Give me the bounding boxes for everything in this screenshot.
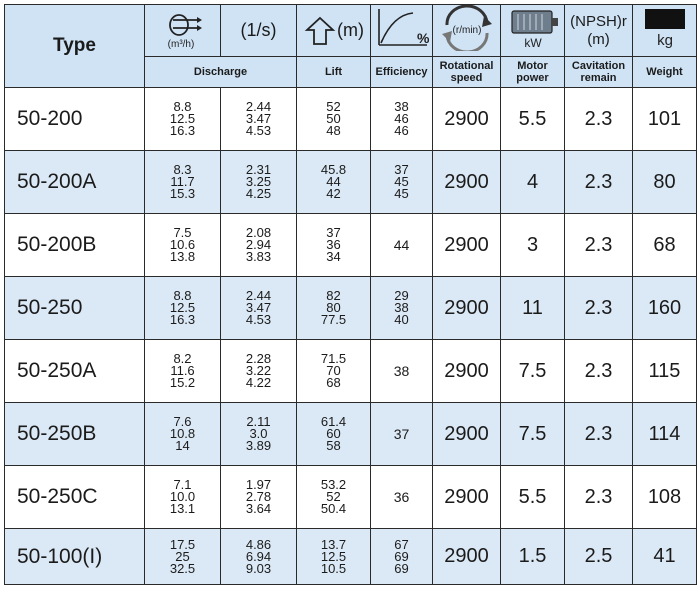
flow-icon — [145, 11, 220, 51]
header-lift: Lift — [297, 57, 371, 88]
up-arrow-icon — [303, 16, 337, 46]
efficiency-cell: 29 38 40 — [371, 277, 433, 340]
speed-cell: 2900 — [433, 151, 501, 214]
speed-cell: 2900 — [433, 277, 501, 340]
table-row — [5, 403, 697, 466]
lift-cell: 53.2 52 50.4 — [297, 466, 371, 529]
weight-cell: 160 — [633, 277, 697, 340]
rotation-icon — [437, 5, 497, 51]
power-cell: 7.5 — [501, 403, 565, 466]
efficiency-cell: 44 — [371, 214, 433, 277]
table-row — [5, 529, 697, 585]
table-row — [5, 466, 697, 529]
type-cell: 50-100(I) — [5, 529, 145, 585]
weight-cell: 108 — [633, 466, 697, 529]
motor-icon — [504, 5, 562, 51]
efficiency-cell: 37 — [371, 403, 433, 466]
speed-cell: 2900 — [433, 340, 501, 403]
header-type: Type — [5, 5, 145, 88]
table-row — [5, 88, 697, 151]
table-row — [5, 340, 697, 403]
weight-cell: 41 — [633, 529, 697, 585]
speed-cell: 2900 — [433, 88, 501, 151]
discharge-ls-cell: 2.44 3.47 4.53 — [221, 277, 297, 340]
type-cell: 50-200 — [5, 88, 145, 151]
power-cell: 4 — [501, 151, 565, 214]
svg-text:kW: kW — [523, 36, 542, 50]
lift-cell: 52 50 48 — [297, 88, 371, 151]
weight-cell: 114 — [633, 403, 697, 466]
lift-cell: 61.4 60 58 — [297, 403, 371, 466]
discharge-m3h-cell: 7.1 10.0 13.1 — [145, 466, 221, 529]
pump-spec-table — [4, 4, 697, 585]
power-cell: 3 — [501, 214, 565, 277]
table-row — [5, 277, 697, 340]
speed-cell: 2900 — [433, 214, 501, 277]
discharge-m3h-cell: 8.8 12.5 16.3 — [145, 88, 221, 151]
npsh-cell: 2.3 — [565, 340, 633, 403]
header-lift-unit: (m) — [297, 5, 371, 57]
weight-cell: 101 — [633, 88, 697, 151]
header-efficiency: Efficiency — [371, 57, 433, 88]
npsh-cell: 2.5 — [565, 529, 633, 585]
table-row — [5, 214, 697, 277]
discharge-ls-cell: 2.28 3.22 4.22 — [221, 340, 297, 403]
discharge-ls-cell: 2.31 3.25 4.25 — [221, 151, 297, 214]
npsh-cell: 2.3 — [565, 151, 633, 214]
speed-cell: 2900 — [433, 466, 501, 529]
discharge-ls-cell: 2.08 2.94 3.83 — [221, 214, 297, 277]
discharge-ls-cell: 2.11 3.0 3.89 — [221, 403, 297, 466]
discharge-ls-cell: 2.44 3.47 4.53 — [221, 88, 297, 151]
discharge-ls-cell: 1.97 2.78 3.64 — [221, 466, 297, 529]
type-cell: 50-200A — [5, 151, 145, 214]
header-power-unit — [501, 5, 565, 57]
type-cell: 50-250B — [5, 403, 145, 466]
npsh-cell: 2.3 — [565, 466, 633, 529]
type-cell: 50-250 — [5, 277, 145, 340]
lift-cell: 71.5 70 68 — [297, 340, 371, 403]
power-cell: 5.5 — [501, 466, 565, 529]
table-row — [5, 151, 697, 214]
lift-cell: 37 36 34 — [297, 214, 371, 277]
type-cell: 50-250A — [5, 340, 145, 403]
discharge-m3h-cell: 7.6 10.8 14 — [145, 403, 221, 466]
weight-cell: 80 — [633, 151, 697, 214]
power-cell: 7.5 — [501, 340, 565, 403]
efficiency-curve-icon — [373, 5, 431, 51]
power-cell: 1.5 — [501, 529, 565, 585]
header-rotational-speed: Rotational speed — [433, 57, 501, 88]
speed-cell: 2900 — [433, 403, 501, 466]
weight-cell: 68 — [633, 214, 697, 277]
discharge-m3h-cell: 7.5 10.6 13.8 — [145, 214, 221, 277]
header-discharge: Discharge — [145, 57, 297, 88]
efficiency-cell: 38 — [371, 340, 433, 403]
discharge-m3h-cell: 8.8 12.5 16.3 — [145, 277, 221, 340]
type-cell: 50-250C — [5, 466, 145, 529]
power-cell: 11 — [501, 277, 565, 340]
discharge-m3h-cell: 8.3 11.7 15.3 — [145, 151, 221, 214]
svg-text:(r/min): (r/min) — [452, 25, 481, 36]
header-weight: Weight — [633, 57, 697, 88]
svg-text:kg: kg — [656, 32, 673, 49]
npsh-cell: 2.3 — [565, 214, 633, 277]
efficiency-cell: 67 69 69 — [371, 529, 433, 585]
svg-text:(m³/h): (m³/h) — [167, 38, 194, 50]
discharge-m3h-cell: 8.2 11.6 15.2 — [145, 340, 221, 403]
speed-cell: 2900 — [433, 529, 501, 585]
header-npsh-unit: (NPSH)r (m) — [565, 5, 633, 57]
discharge-ls-cell: 4.86 6.94 9.03 — [221, 529, 297, 585]
efficiency-cell: 36 — [371, 466, 433, 529]
header-weight-unit — [633, 5, 697, 57]
power-cell: 5.5 — [501, 88, 565, 151]
lift-cell: 45.8 44 42 — [297, 151, 371, 214]
header-efficiency-unit — [371, 5, 433, 57]
svg-text:%: % — [416, 30, 429, 46]
discharge-m3h-cell: 17.5 25 32.5 — [145, 529, 221, 585]
weight-block-icon — [639, 5, 691, 51]
efficiency-cell: 38 46 46 — [371, 88, 433, 151]
type-cell: 50-200B — [5, 214, 145, 277]
npsh-cell: 2.3 — [565, 403, 633, 466]
header-motor-power: Motor power — [501, 57, 565, 88]
header-speed-unit — [433, 5, 501, 57]
header-ls: (1/s) — [221, 5, 297, 57]
header-cavitation-remain: Cavitation remain — [565, 57, 633, 88]
weight-cell: 115 — [633, 340, 697, 403]
npsh-cell: 2.3 — [565, 277, 633, 340]
lift-cell: 82 80 77.5 — [297, 277, 371, 340]
lift-cell: 13.7 12.5 10.5 — [297, 529, 371, 585]
header-m3h — [145, 5, 221, 57]
efficiency-cell: 37 45 45 — [371, 151, 433, 214]
npsh-cell: 2.3 — [565, 88, 633, 151]
